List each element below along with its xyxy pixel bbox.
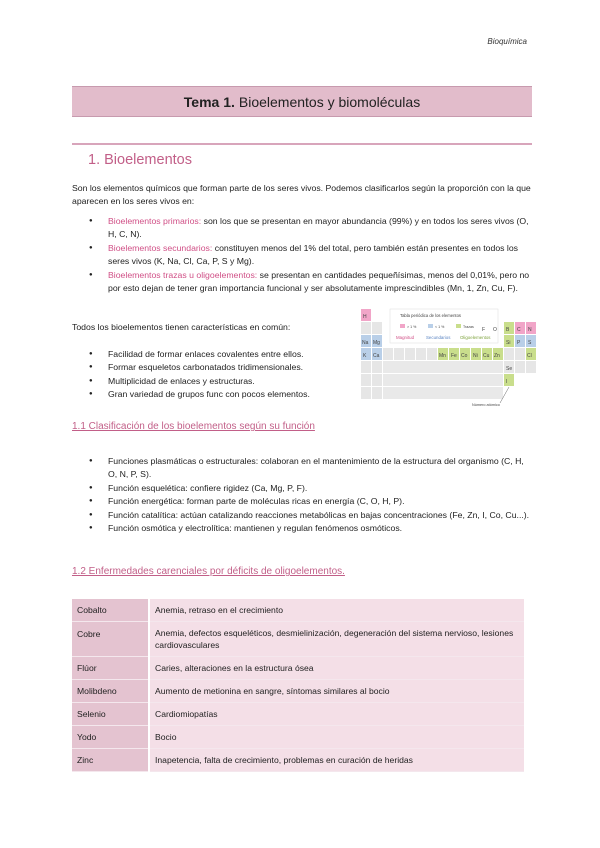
class-term: Bioelementos secundarios: xyxy=(108,242,213,253)
element-symbol: Na xyxy=(362,340,369,346)
function-list xyxy=(72,455,534,535)
element-symbol: S xyxy=(528,340,532,346)
element-symbol: Zn xyxy=(494,353,500,359)
section-divider xyxy=(72,143,532,145)
element-symbol: Ni xyxy=(473,353,478,359)
list-item: ● Funciones plasmáticas o estructurales: colaboran en el mantenimiento de la estructura del organismo (C, H, O, N, P, S). xyxy=(72,455,534,482)
heading-1-2: 1.2 Enfermedades carenciales por déficits de oligoelementos. xyxy=(72,566,345,577)
figure-caption: Número atómico xyxy=(472,403,500,407)
list-item: ● Facilidad de formar enlaces covalentes entre ellos. xyxy=(72,348,362,361)
table-row xyxy=(72,622,524,657)
list-item xyxy=(72,242,534,269)
disease-cell: Bocio xyxy=(149,726,524,749)
disease-cell: Anemia, retraso en el crecimiento xyxy=(149,599,524,622)
disease-cell: Cardiomiopatías xyxy=(149,703,524,726)
element-symbol: H xyxy=(363,314,367,320)
element-symbol: Fe xyxy=(451,353,457,359)
disease-cell: Aumento de metionina en sangre, síntomas similares al bocio xyxy=(149,680,524,703)
legend-label-2: Secundarios xyxy=(426,335,451,340)
title-box xyxy=(72,86,532,117)
disease-cell: Anemia, defectos esqueléticos, desmielinización, degeneración del sistema nervioso, lesiones cardiovasculares xyxy=(149,622,524,657)
element-symbol: F xyxy=(482,327,486,333)
element-symbol: C xyxy=(517,327,521,333)
element-symbol: Co xyxy=(461,353,468,359)
table-row xyxy=(72,703,524,726)
classes-list xyxy=(72,215,534,295)
element-symbol: Ca xyxy=(373,353,380,359)
element-cell: Cobalto xyxy=(72,599,149,622)
class-term: Bioelementos primarios: xyxy=(108,216,202,226)
element-symbol: P xyxy=(517,340,521,346)
legend-label-1: Magnitud xyxy=(396,335,415,340)
class-desc: son los que se presentan en mayor abundancia (99%) y en todos los seres vivos (O, H, C, N). xyxy=(108,216,529,240)
heading-1-1: 1.1 Clasificación de los bioelementos según su función xyxy=(72,421,315,432)
element-cell: Yodo xyxy=(72,726,149,749)
element-symbol: Mg xyxy=(373,340,380,346)
intro-paragraph: Son los elementos químicos que forman parte de los seres vivos. Podemos clasificarlos según la proporción con la que aparecen en los seres vivos en: xyxy=(72,183,531,207)
header-note: Bioquímica xyxy=(487,37,527,46)
element-symbol: Mn xyxy=(439,353,446,359)
element-cell: Zinc xyxy=(72,749,149,772)
deficiency-table xyxy=(72,599,524,772)
element-symbol: Cu xyxy=(483,353,490,359)
element-symbol: O xyxy=(493,327,497,333)
element-cell: Flúor xyxy=(72,657,149,680)
periodic-table-figure xyxy=(360,307,536,410)
common-intro: Todos los bioelementos tienen características en común: xyxy=(72,322,291,332)
list-item: ● Gran variedad de grupos func con pocos elementos. xyxy=(72,388,362,401)
element-cell: Molibdeno xyxy=(72,680,149,703)
class-desc: constituyen menos del 1% del total, pero también están presentes en todos los seres vivos (K, Na, Cl, Ca, P, S y Mg). xyxy=(108,242,519,267)
common-list xyxy=(72,348,362,402)
list-item: ● Formar esqueletos carbonatados tridimensionales. xyxy=(72,361,362,374)
class-desc: se presentan en cantidades pequeñísimas, menos del 0,01%, pero no por esto dejan de tener gran importancia funcional y ser absolutamente imprescindibles (Mn, 1, Zn, Cu, F). xyxy=(108,269,530,294)
element-symbol: B xyxy=(506,327,510,333)
table-row xyxy=(72,657,524,680)
disease-cell: Caries, alteraciones en la estructura ósea xyxy=(149,657,524,680)
element-symbol: K xyxy=(363,353,367,359)
title-bold: Tema 1. xyxy=(183,93,235,110)
title-rest: Bioelementos y biomoléculas xyxy=(238,93,421,110)
table-row xyxy=(72,726,524,749)
legend-title: Tabla periódica de los elementos xyxy=(400,313,461,318)
list-item xyxy=(72,215,534,242)
element-symbol: Se xyxy=(506,366,513,372)
section-heading-bioelementos: 1. Bioelementos xyxy=(88,152,192,168)
list-item: ● Multiplicidad de enlaces y estructuras. xyxy=(72,375,362,388)
list-item: ● Función energética: forman parte de moléculas ricas en energía (C, O, H, P). xyxy=(72,495,534,508)
element-symbol: Cl xyxy=(527,353,532,359)
element-symbol: N xyxy=(528,327,532,333)
element-cell: Selenio xyxy=(72,703,149,726)
legend-small-2: < 1 % xyxy=(435,325,445,329)
legend xyxy=(390,309,498,343)
list-item: ● Función osmótica y electrolítica: mantienen y regulan fenómenos osmóticos. xyxy=(72,522,534,535)
element-symbol: I xyxy=(506,379,508,385)
element-cell: Cobre xyxy=(72,622,149,657)
legend-small-1: > 1 % xyxy=(407,325,417,329)
list-item: ● Función esquelética: confiere rigidez (Ca, Mg, P, F). xyxy=(72,482,534,495)
legend-label-3: Oligoelementos xyxy=(460,335,491,340)
list-item xyxy=(72,269,534,296)
list-item: ● Función catalítica: actúan catalizando reacciones metabólicas en bajas concentraciones (Fe, Zn, I, Co, Cu...). xyxy=(72,509,534,522)
table-row xyxy=(72,749,524,772)
element-symbol: Si xyxy=(506,340,511,346)
class-term: Bioelementos trazas u oligoelementos: xyxy=(108,269,258,280)
table-row xyxy=(72,680,524,703)
table-row xyxy=(72,599,524,622)
legend-small-3: Trazas xyxy=(463,325,474,329)
disease-cell: Inapetencia, falta de crecimiento, problemas en curación de heridas xyxy=(149,749,524,772)
